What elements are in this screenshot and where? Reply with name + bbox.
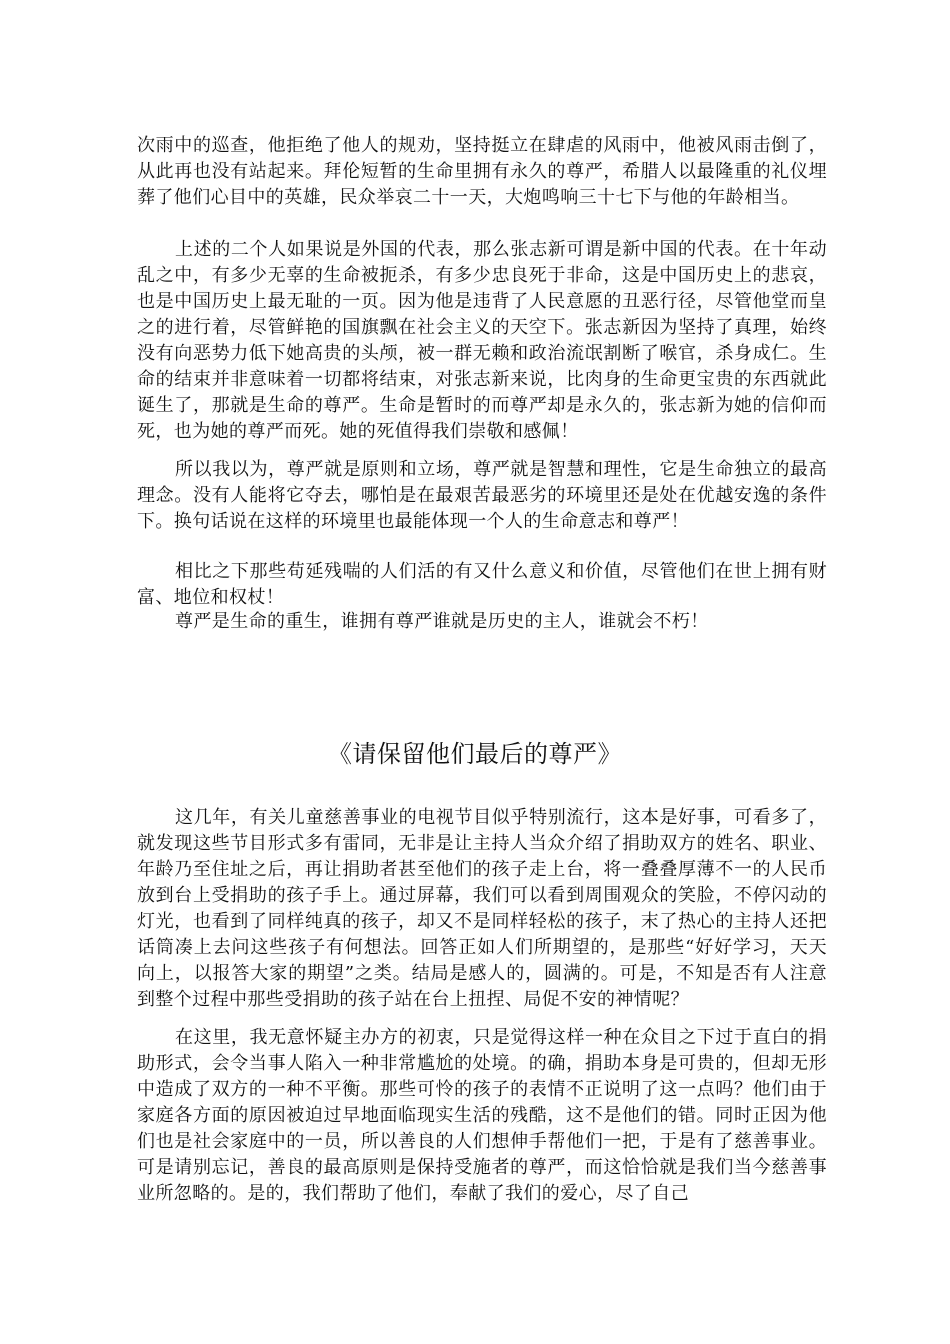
paragraph-comparison: 相比之下那些苟延残喘的人们活的有又什么意义和价值，尽管他们在世上拥有财富、地位和权杖！ bbox=[137, 561, 827, 608]
paragraph-conclusion: 尊严是生命的重生，谁拥有尊严谁就是历史的主人，谁就会不朽！ bbox=[175, 611, 709, 632]
paragraph-dignity-definition: 所以我以为，尊严就是原则和立场，尊严就是智慧和理性，它是生命独立的最高理念。没有人能将它夺去，哪怕是在最艰苦最恶劣的环境里还是处在优越安逸的条件下。换句话说在这样的环境里也最能体现一个人的生命意志和尊严！ bbox=[137, 459, 827, 532]
paragraph-byron-ending: 次雨中的巡查，他拒绝了他人的规劝，坚持挺立在肆虐的风雨中，他被风雨击倒了，从此再也没有站起来。拜伦短暂的生命里拥有永久的尊严，希腊人以最隆重的礼仪埋葬了他们心目中的英雄，民众举哀二十一天，大炮鸣响三十七下与他的年龄相当。 bbox=[137, 135, 827, 208]
paragraph-zhang-zhixin: 上述的二个人如果说是外国的代表，那么张志新可谓是新中国的代表。在十年动乱之中，有多少无辜的生命被扼杀，有多少忠良死于非命，这是中国历史上的悲哀，也是中国历史上最无耻的一页。因为他是违背了人民意愿的丑恶行径，尽管他堂而皇之的进行着，尽管鲜艳的国旗飘在社会主义的天空下。张志新因为坚持了真理，始终没有向恶势力低下她高贵的头颅，被一群无赖和政治流氓割断了喉官，杀身成仁。生命的结束并非意味着一切都将结束，对张志新来说，比肉身的生命更宝贵的东西就此诞生了，那就是生命的尊严。生命是暂时的而尊严却是永久的，张志新为她的信仰而死，也为她的尊严而死。她的死值得我们崇敬和感佩！ bbox=[137, 239, 827, 442]
paragraph-charity-tv: 这几年，有关儿童慈善事业的电视节目似乎特别流行，这本是好事，可看多了，就发现这些节目形式多有雷同，无非是让主持人当众介绍了捐助双方的姓名、职业、年龄乃至住址之后，再让捐助者甚至他们的孩子走上台，将一叠叠厚薄不一的人民币放到台上受捐助的孩子手上。通过屏幕，我们可以看到周围观众的笑脸，不停闪动的灯光，也看到了同样纯真的孩子，却又不是同样轻松的孩子，末了热心的主持人还把话筒凑上去问这些孩子有何想法。回答正如人们所期望的，是那些“好好学习，天天向上，以报答大家的期望”之类。结局是感人的，圆满的。可是，不知是否有人注意到整个过程中那些受捐助的孩子站在台上扭捏、局促不安的神情呢？ bbox=[137, 807, 827, 1010]
paragraph-charity-dignity: 在这里，我无意怀疑主办方的初衷，只是觉得这样一种在众目之下过于直白的捐助形式，会令当事人陷入一种非常尴尬的处境。的确，捐助本身是可贵的，但却无形中造成了双方的一种不平衡。那些可怜的孩子的表情不正说明了这一点吗？他们由于家庭各方面的原因被迫过早地面临现实生活的残酷，这不是他们的错。同时正因为他们也是社会家庭中的一员，所以善良的人们想伸手帮他们一把，于是有了慈善事业。可是请别忘记，善良的最高原则是保持受施者的尊严，而这恰恰就是我们当今慈善事业所忽略的。是的，我们帮助了他们，奉献了我们的爱心，尽了自己 bbox=[137, 1027, 827, 1204]
essay-title: 《请保留他们最后的尊严》 bbox=[328, 740, 622, 768]
